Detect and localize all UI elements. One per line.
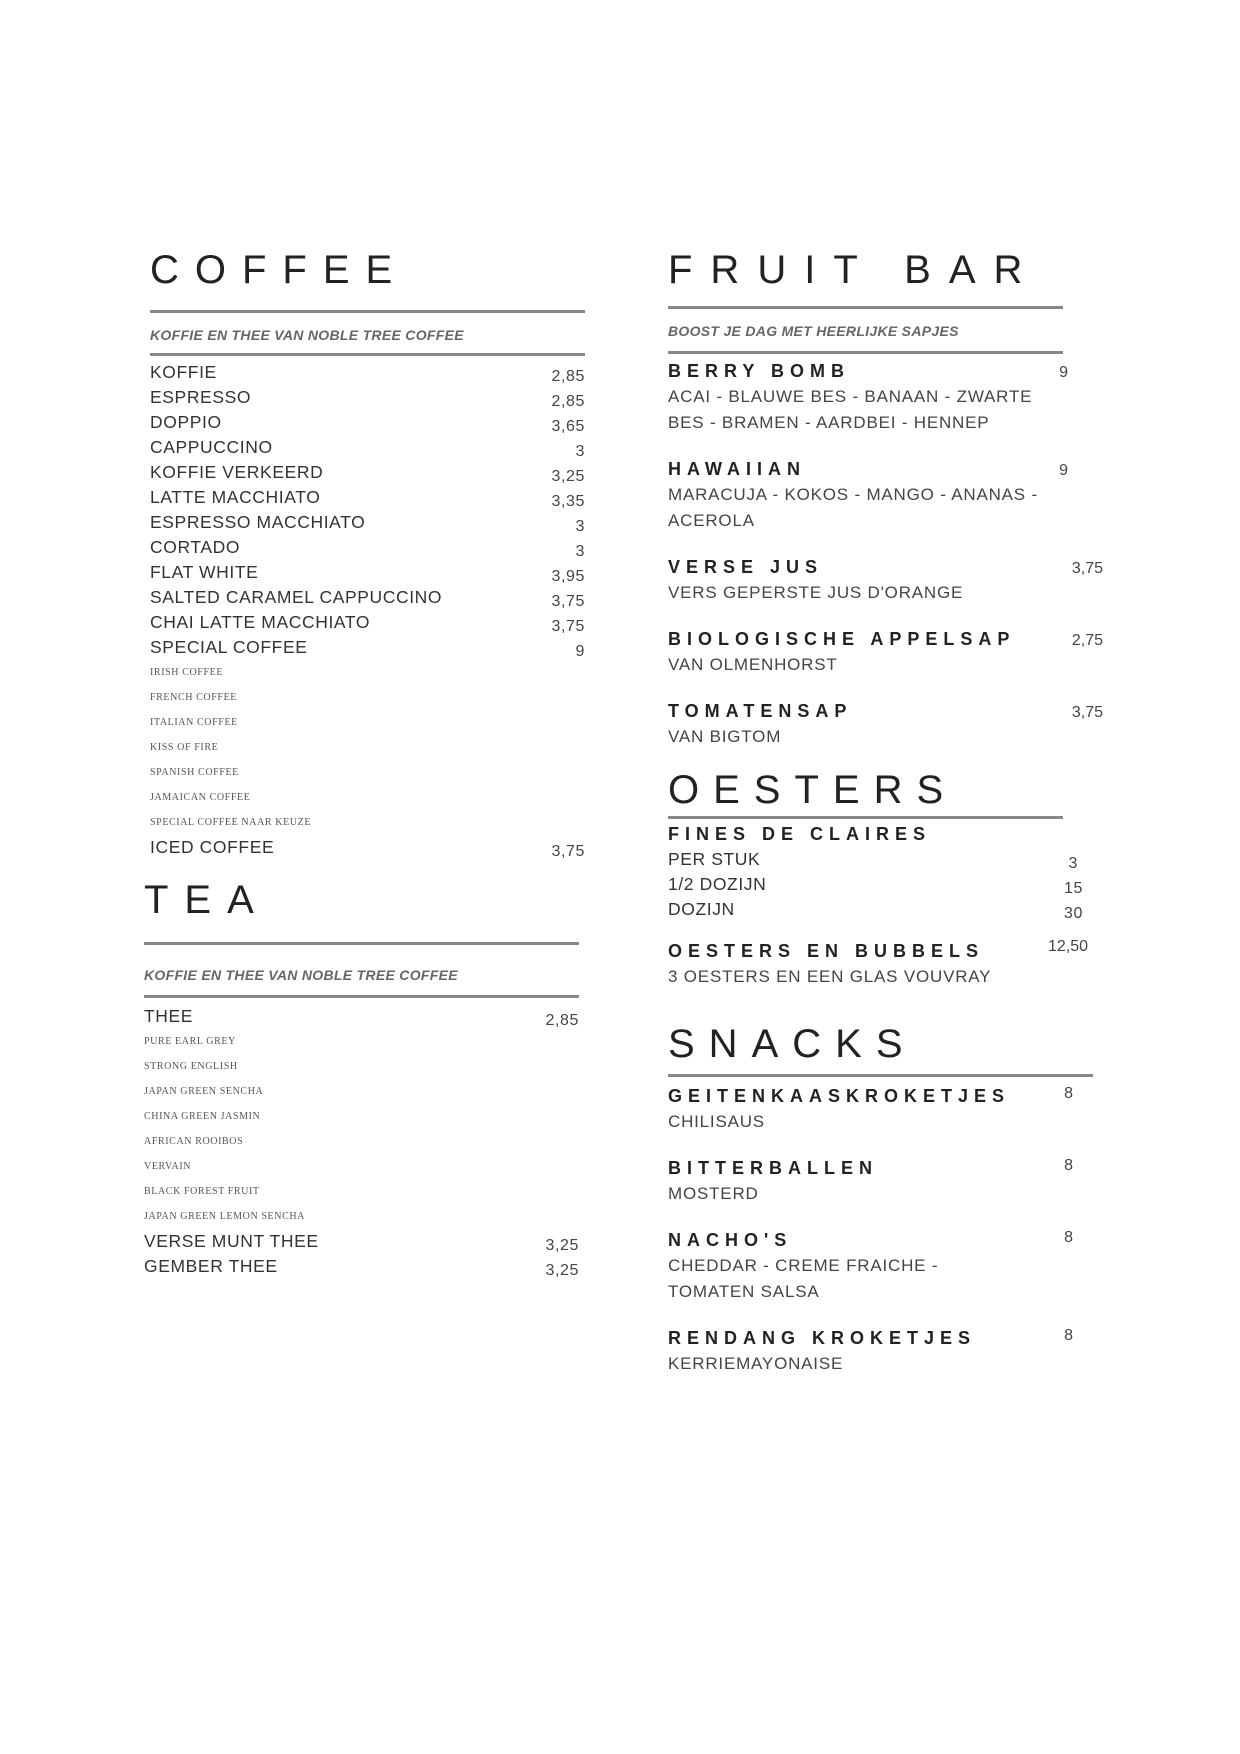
fruit-bar-section: [668, 250, 1063, 354]
snacks-title: SNACKS: [668, 1022, 917, 1066]
menu-row: CORTADO 3: [150, 537, 585, 560]
menu-row: 1/2 DOZIJN 15: [668, 874, 1083, 897]
tea-option: AFRICAN ROOIBOS: [144, 1136, 244, 1147]
menu-row: ICED COFFEE 3,75: [150, 837, 585, 860]
menu-row: ESPRESSO 2,85: [150, 387, 585, 410]
coffee-list: [150, 360, 585, 860]
fruit-bar-title: FRUIT BAR: [668, 248, 1041, 292]
fruit-bar-subtitle: BOOST JE DAG MET HEERLIJKE SAPJES: [668, 323, 959, 339]
menu-row: ESPRESSO MACCHIATO 3: [150, 512, 585, 535]
menu-item: [668, 1155, 1093, 1207]
tea-subtitle-rule: [144, 995, 579, 998]
special-coffee-option: IRISH COFFEE: [150, 667, 224, 678]
menu-row: CHAI LATTE MACCHIATO 3,75: [150, 612, 585, 635]
fruit-bar-title-rule: [668, 306, 1063, 309]
menu-row: DOPPIO 3,65: [150, 412, 585, 435]
menu-item: [668, 1227, 1093, 1305]
snacks-title-rule: [668, 1074, 1093, 1077]
item-name: BIOLOGISCHE APPELSAP: [668, 629, 1016, 649]
fruit-bar-list: [668, 358, 1108, 750]
tea-option: JAPAN GREEN LEMON SENCHA: [144, 1211, 305, 1222]
tea-option: JAPAN GREEN SENCHA: [144, 1086, 264, 1097]
item-desc: MARACUJA - KOKOS - MANGO - ANANAS - ACEROLA: [668, 485, 1038, 530]
snacks-section: [668, 1024, 1093, 1077]
snacks-list: [668, 1083, 1093, 1377]
menu-row: KOFFIE 2,85: [150, 362, 585, 385]
menu-row: FLAT WHITE 3,95: [150, 562, 585, 585]
item-price: 9: [1059, 462, 1068, 479]
tea-section: [144, 880, 579, 1279]
oesters-title-rule: [668, 816, 1063, 819]
item-price: 3,75: [1071, 560, 1103, 577]
item-name: FINES DE CLAIRES: [668, 824, 932, 844]
tea-option: STRONG ENGLISH: [144, 1061, 238, 1072]
tea-subtitle: KOFFIE EN THEE VAN NOBLE TREE COFFEE: [144, 967, 458, 983]
tea-option: VERVAIN: [144, 1161, 192, 1172]
menu-item: [668, 456, 1108, 534]
item-price: 3,75: [1071, 704, 1103, 721]
special-coffee-option: SPECIAL COFFEE NAAR KEUZE: [150, 817, 312, 828]
oesters-title: OESTERS: [668, 768, 958, 812]
menu-item: [668, 358, 1108, 436]
special-coffee-option: JAMAICAN COFFEE: [150, 792, 251, 803]
item-price: 12,50: [1047, 938, 1088, 955]
item-name: TOMATENSAP: [668, 701, 853, 721]
menu-item: [668, 626, 1108, 678]
menu-item: [668, 1325, 1093, 1377]
item-desc: VERS GEPERSTE JUS D'ORANGE: [668, 583, 964, 602]
item-name: NACHO'S: [668, 1230, 793, 1250]
item-desc: KERRIEMAYONAISE: [668, 1354, 844, 1373]
coffee-subtitle-rule: [150, 353, 585, 356]
special-coffee-option: KISS OF FIRE: [150, 742, 219, 753]
item-name: HAWAIIAN: [668, 459, 806, 479]
item-desc: CHILISAUS: [668, 1112, 765, 1131]
item-desc: 3 OESTERS EN EEN GLAS VOUVRAY: [668, 967, 992, 986]
menu-row: GEMBER THEE 3,25: [144, 1256, 579, 1279]
right-column: [668, 250, 1118, 1397]
menu-row: VERSE MUNT THEE 3,25: [144, 1231, 579, 1254]
menu-row: SALTED CARAMEL CAPPUCCINO 3,75: [150, 587, 585, 610]
menu-row: LATTE MACCHIATO 3,35: [150, 487, 585, 510]
item-price: 8: [1064, 1157, 1073, 1174]
oesters-section: [668, 770, 1063, 819]
menu-row: CAPPUCCINO 3: [150, 437, 585, 460]
tea-list: [144, 1004, 579, 1279]
coffee-section: [150, 250, 585, 860]
item-desc: ACAI - BLAUWE BES - BANAAN - ZWARTE BES - BRAMEN - AARDBEI - HENNEP: [668, 387, 1033, 432]
tea-option: CHINA GREEN JASMIN: [144, 1111, 261, 1122]
fruit-bar-subtitle-rule: [668, 351, 1063, 354]
menu-row: SPECIAL COFFEE 9: [150, 637, 585, 660]
menu-item: [668, 698, 1108, 750]
menu-row: DOZIJN 30: [668, 899, 1083, 922]
special-coffee-option: SPANISH COFFEE: [150, 767, 239, 778]
menu-item: [668, 938, 1088, 990]
item-name: BERRY BOMB: [668, 361, 851, 381]
item-desc: VAN OLMENHORST: [668, 655, 838, 674]
item-name: RENDANG KROKETJES: [668, 1328, 977, 1348]
item-desc: MOSTERD: [668, 1184, 759, 1203]
tea-title: TEA: [144, 878, 270, 922]
item-price: 2,75: [1071, 632, 1103, 649]
coffee-title: COFFEE: [150, 248, 409, 292]
menu-row: PER STUK 3: [668, 849, 1078, 872]
item-desc: CHEDDAR - CREME FRAICHE -TOMATEN SALSA: [668, 1256, 939, 1301]
tea-title-rule: [144, 942, 579, 945]
menu-item: [668, 554, 1108, 606]
coffee-subtitle: KOFFIE EN THEE VAN NOBLE TREE COFFEE: [150, 327, 464, 343]
special-coffee-option: ITALIAN COFFEE: [150, 717, 238, 728]
coffee-title-rule: [150, 310, 585, 313]
item-name: VERSE JUS: [668, 557, 824, 577]
tea-option: BLACK FOREST FRUIT: [144, 1186, 260, 1197]
tea-option: PURE EARL GREY: [144, 1036, 236, 1047]
menu-item: [668, 1083, 1093, 1135]
oesters-list: [668, 821, 1088, 990]
item-price: 9: [1059, 364, 1068, 381]
item-price: 8: [1064, 1327, 1073, 1344]
item-price: 8: [1064, 1085, 1073, 1102]
item-name: GEITENKAASKROKETJES: [668, 1086, 1011, 1106]
item-price: 8: [1064, 1229, 1073, 1246]
item-desc: VAN BIGTOM: [668, 727, 782, 746]
item-name: BITTERBALLEN: [668, 1158, 878, 1178]
menu-row: THEE 2,85: [144, 1006, 579, 1029]
item-name: OESTERS EN BUBBELS: [668, 941, 985, 961]
special-coffee-option: FRENCH COFFEE: [150, 692, 237, 703]
menu-row: KOFFIE VERKEERD 3,25: [150, 462, 585, 485]
